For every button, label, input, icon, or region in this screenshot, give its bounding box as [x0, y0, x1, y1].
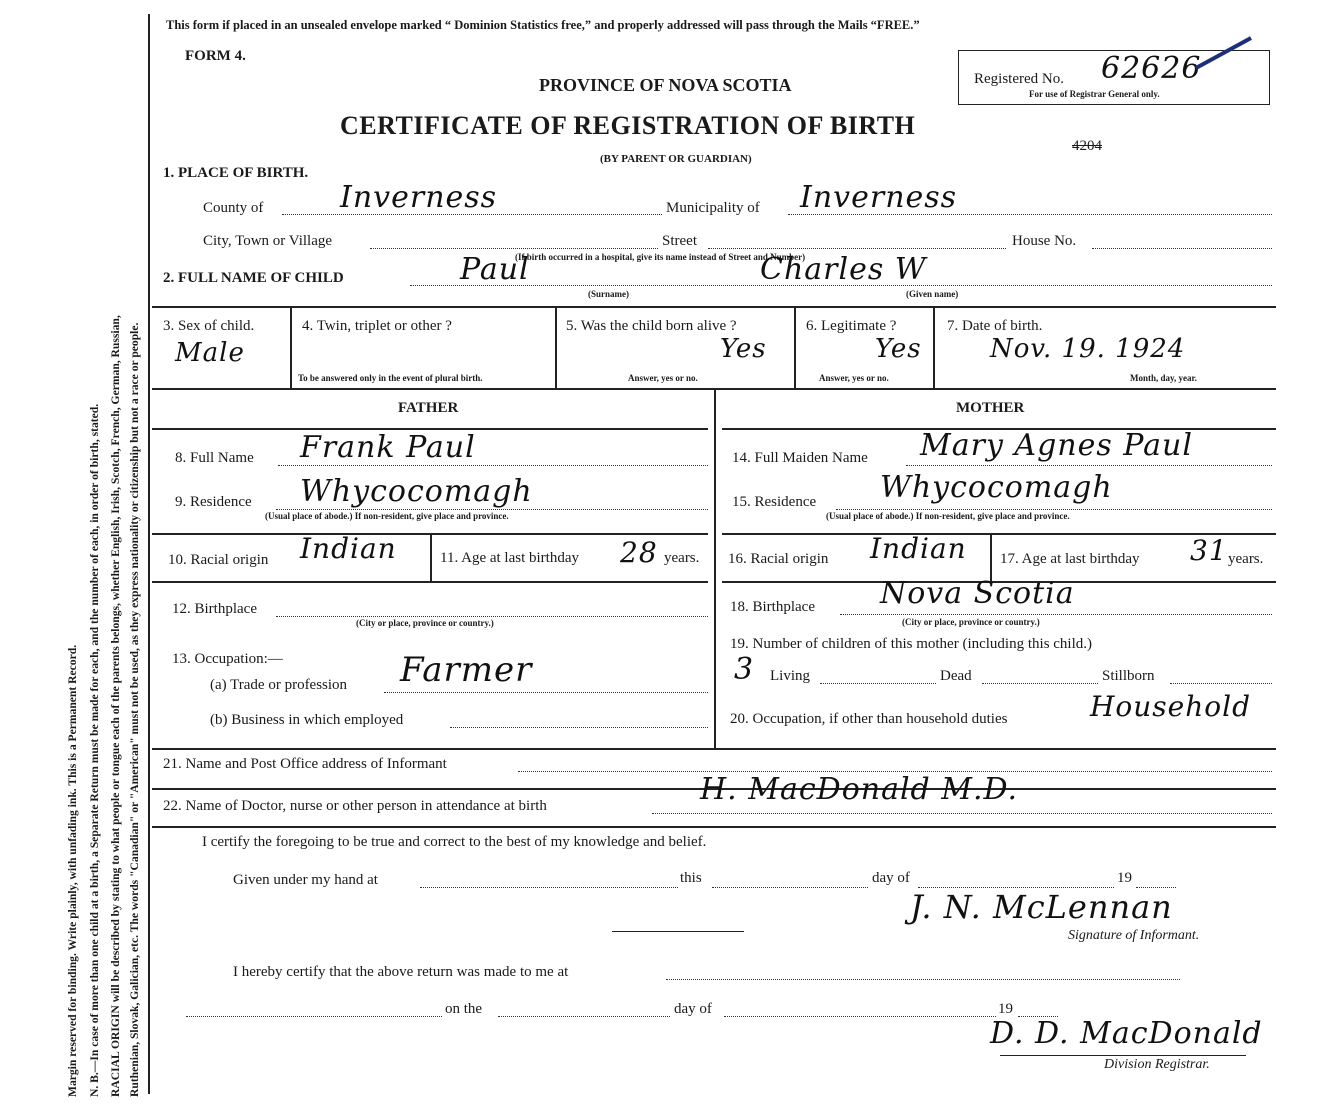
- father-age-value[interactable]: 28: [620, 536, 658, 569]
- children-label: 19. Number of children of this mother (including this child.): [730, 636, 1093, 652]
- mother-occupation-label: 20. Occupation, if other than household duties: [730, 711, 1008, 727]
- mother-occupation-value[interactable]: Household: [1090, 690, 1252, 723]
- twin-label: 4. Twin, triplet or other ?: [302, 318, 452, 334]
- father-racial-value[interactable]: Indian: [300, 532, 397, 565]
- street-label: Street: [662, 233, 697, 249]
- father-occupation-label: 13. Occupation:—: [172, 651, 283, 667]
- twin-note: To be answered only in the event of plural birth.: [298, 373, 483, 383]
- dob-note: Month, day, year.: [1130, 373, 1197, 383]
- place-of-birth-label: 1. PLACE OF BIRTH.: [163, 165, 309, 181]
- mother-age-label: 17. Age at last birthday: [1000, 551, 1140, 567]
- alive-value[interactable]: Yes: [720, 334, 767, 364]
- alive-note: Answer, yes or no.: [628, 373, 698, 383]
- on-the-label: on the: [445, 1001, 483, 1017]
- mother-racial-label: 16. Racial origin: [728, 551, 829, 567]
- this-label: this: [680, 870, 702, 886]
- legitimate-label: 6. Legitimate ?: [806, 318, 897, 334]
- county-label: County of: [203, 200, 264, 216]
- year-prefix: 19: [1117, 870, 1132, 886]
- father-heading: FATHER: [398, 400, 459, 416]
- registrar-statement: I hereby certify that the above return was made to me at: [233, 964, 569, 980]
- city-label: City, Town or Village: [203, 233, 333, 249]
- margin-line-2: N. B.—In case of more than one child at a birth, a Separate Return must be made for each, and the number of each, in order of birth, stated.: [88, 403, 101, 1097]
- father-years: years.: [664, 550, 700, 566]
- mother-residence-value[interactable]: Whycocomagh: [880, 470, 1113, 505]
- trade-label: (a) Trade or profession: [210, 677, 348, 693]
- mother-age-value[interactable]: 31: [1190, 534, 1228, 567]
- municipality-value[interactable]: Inverness: [800, 180, 958, 215]
- day-of-label-2: day of: [674, 1001, 712, 1017]
- father-residence-value[interactable]: Whycocomagh: [300, 474, 533, 509]
- registrar-signature: D. D. MacDonald: [990, 1016, 1263, 1051]
- father-racial-label: 10. Racial origin: [168, 552, 269, 568]
- blue-check-mark: [1191, 33, 1261, 73]
- informant-signature-caption: Signature of Informant.: [1068, 928, 1200, 943]
- hospital-note: (If birth occurred in a hospital, give its name instead of Street and Number): [515, 252, 806, 262]
- living-value[interactable]: 3: [734, 652, 755, 687]
- mother-name-label: 14. Full Maiden Name: [732, 450, 868, 466]
- informant-signature: J. N. McLennan: [910, 888, 1173, 926]
- dob-value[interactable]: Nov. 19. 1924: [990, 334, 1186, 364]
- year-prefix-2: 19: [998, 1001, 1013, 1017]
- mother-heading: MOTHER: [956, 400, 1025, 416]
- margin-line-3: RACIAL ORIGIN will be described by stating to what people or tongue each of the parents belongs, whether English, Irish, Scotch, French, German, Russian,: [109, 315, 122, 1097]
- business-label: (b) Business in which employed: [210, 712, 404, 728]
- mother-racial-value[interactable]: Indian: [870, 532, 967, 565]
- father-name-value[interactable]: Frank Paul: [300, 430, 476, 465]
- county-value[interactable]: Inverness: [340, 180, 498, 215]
- doctor-label: 22. Name of Doctor, nurse or other person in attendance at birth: [163, 798, 547, 814]
- registrar-signature-caption: Division Registrar.: [1104, 1057, 1210, 1072]
- mother-name-value[interactable]: Mary Agnes Paul: [920, 428, 1193, 463]
- page-title: CERTIFICATE OF REGISTRATION OF BIRTH: [340, 111, 916, 140]
- mother-birthplace-note: (City or place, province or country.): [902, 617, 1040, 627]
- registered-box: [958, 50, 1270, 105]
- certify-statement: I certify the foregoing to be true and correct to the best of my knowledge and belief.: [202, 834, 707, 850]
- given-caption: (Given name): [906, 289, 959, 299]
- page-subtitle: (BY PARENT OR GUARDIAN): [600, 153, 752, 165]
- day-of-label: day of: [872, 870, 910, 886]
- form-number: FORM 4.: [185, 48, 246, 64]
- registered-label: Registered No.: [974, 71, 1064, 87]
- mother-residence-label: 15. Residence: [732, 494, 817, 510]
- margin-rule: [148, 14, 150, 1094]
- mother-years: years.: [1228, 551, 1264, 567]
- house-no-label: House No.: [1012, 233, 1077, 249]
- child-given-value[interactable]: Charles W: [760, 252, 927, 287]
- informant-label: 21. Name and Post Office address of Informant: [163, 756, 447, 772]
- alive-label: 5. Was the child born alive ?: [566, 318, 737, 334]
- dob-label: 7. Date of birth.: [947, 318, 1043, 334]
- child-surname-value[interactable]: Paul: [460, 252, 530, 287]
- mother-birthplace-label: 18. Birthplace: [730, 599, 815, 615]
- given-under-label: Given under my hand at: [233, 872, 378, 888]
- margin-line-4: Ruthenian, Slovak, Galician, etc. The words "Canadian" or "American" must not be used, as they express nationality or citizenship but not a race or people.: [128, 322, 141, 1097]
- sex-label: 3. Sex of child.: [163, 318, 255, 334]
- trade-value[interactable]: Farmer: [400, 650, 533, 690]
- legitimate-note: Answer, yes or no.: [819, 373, 889, 383]
- municipality-label: Municipality of: [666, 200, 760, 216]
- province-title: PROVINCE OF NOVA SCOTIA: [539, 75, 792, 95]
- father-residence-note: (Usual place of abode.) If non-resident, give place and province.: [265, 511, 509, 521]
- mother-birthplace-value[interactable]: Nova Scotia: [880, 576, 1075, 611]
- father-name-label: 8. Full Name: [175, 450, 254, 466]
- father-age-label: 11. Age at last birthday: [440, 550, 579, 566]
- child-name-label: 2. FULL NAME OF CHILD: [163, 270, 344, 286]
- sex-value[interactable]: Male: [175, 338, 245, 368]
- stillborn-label: Stillborn: [1102, 668, 1155, 684]
- doctor-value[interactable]: H. MacDonald M.D.: [700, 772, 1019, 807]
- margin-instructions: [0, 0, 150, 1107]
- father-residence-label: 9. Residence: [175, 494, 252, 510]
- mother-residence-note: (Usual place of abode.) If non-resident, give place and province.: [826, 511, 1070, 521]
- father-birthplace-note: (City or place, province or country.): [356, 618, 494, 628]
- registered-note: For use of Registrar General only.: [1029, 89, 1160, 99]
- postal-note: This form if placed in an unsealed envelope marked “ Dominion Statistics free,” and properly addressed will pass through the Mails “FREE.”: [166, 18, 920, 32]
- dead-label: Dead: [940, 668, 972, 684]
- margin-line-1: Margin reserved for binding. Write plainly, with unfading ink. This is a Permanent Record.: [66, 644, 79, 1097]
- legitimate-value[interactable]: Yes: [875, 334, 922, 364]
- living-label: Living: [770, 668, 810, 684]
- surname-caption: (Surname): [588, 289, 629, 299]
- registered-number: 62626: [1101, 51, 1202, 86]
- father-birthplace-label: 12. Birthplace: [172, 601, 257, 617]
- crossed-number: 4204: [1072, 138, 1102, 154]
